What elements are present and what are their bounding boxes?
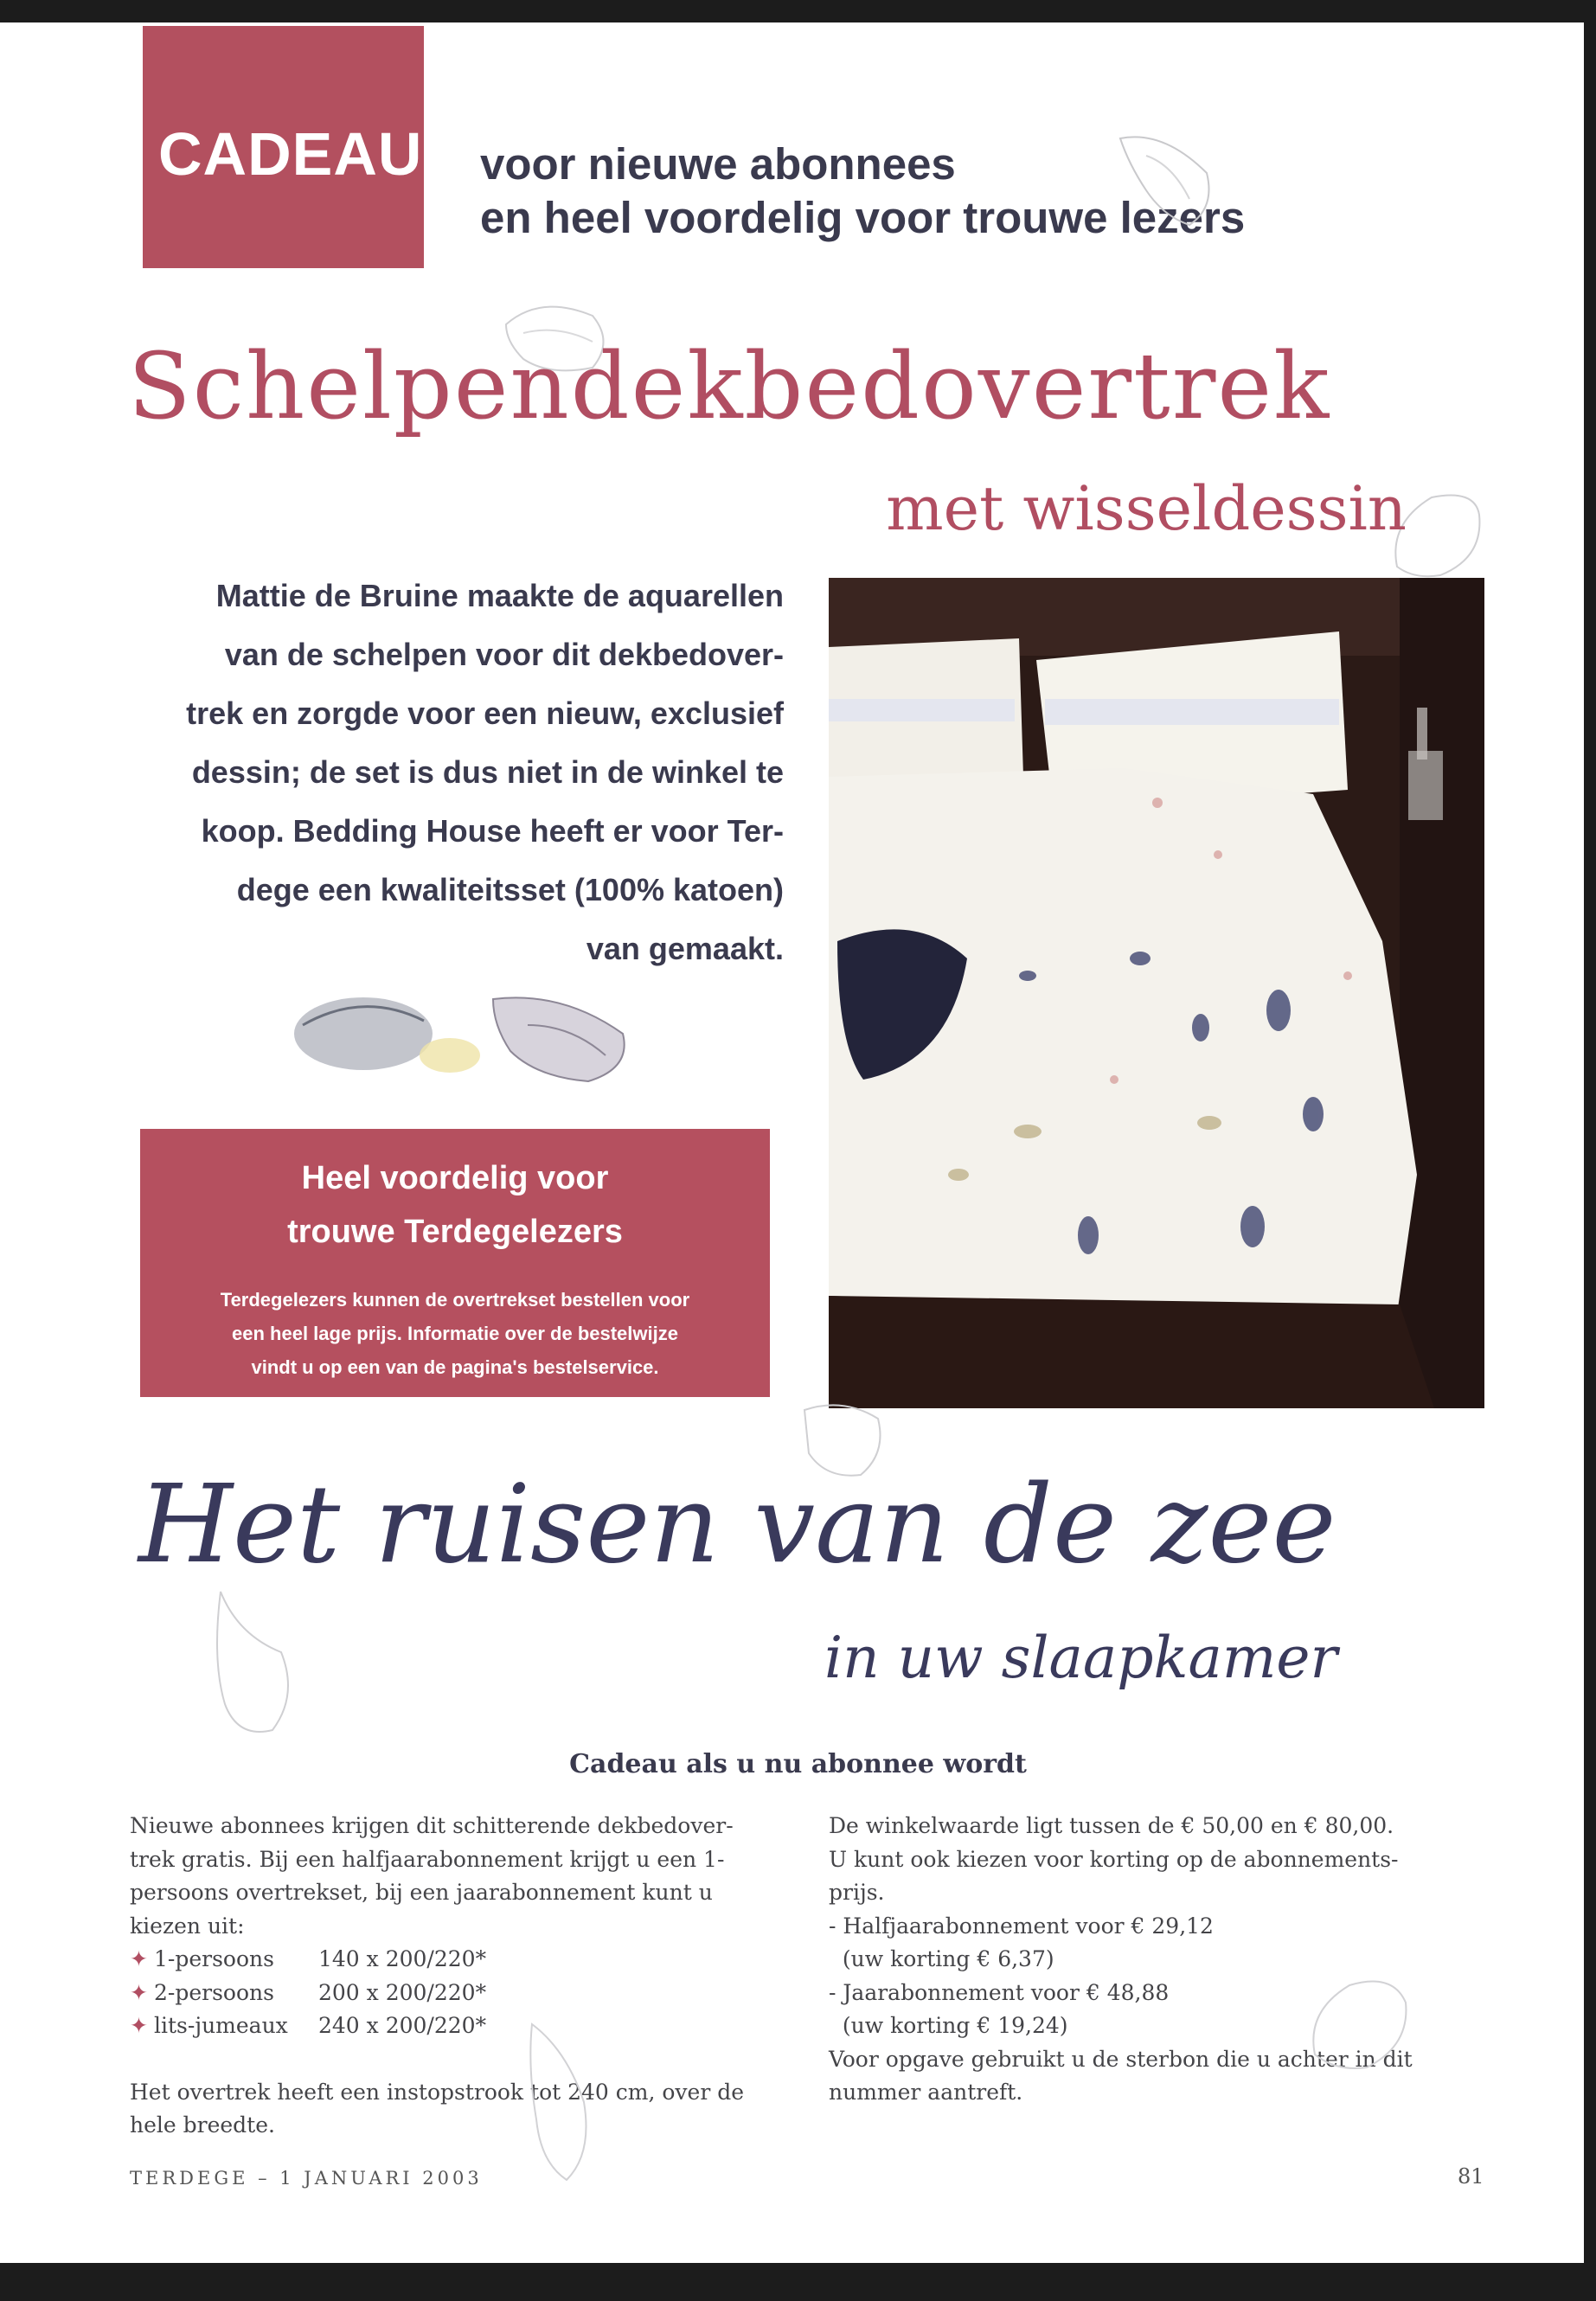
- star-bullet-icon: ✦: [130, 1946, 148, 1971]
- intro-line: van gemaakt.: [586, 931, 784, 966]
- size-dimensions: 240 x 200/220*: [318, 2013, 487, 2038]
- page-title: Schelpendekbedovertrek: [128, 333, 1331, 439]
- header-line-2: en heel voordelig voor trouwe lezers: [480, 193, 1246, 242]
- promo-body-line: Terdegelezers kunnen de overtrekset bestellen voor: [220, 1289, 690, 1311]
- star-bullet-icon: ✦: [130, 2013, 148, 2038]
- body-line: De winkelwaarde ligt tussen de € 50,00 en € 80,00.: [829, 1813, 1394, 1838]
- body-line: - Halfjaarabonnement voor € 29,12: [829, 1913, 1214, 1939]
- section-heading: Cadeau als u nu abonnee wordt: [569, 1749, 1027, 1779]
- header-line-1: voor nieuwe abonnees: [480, 139, 956, 189]
- size-dimensions: 140 x 200/220*: [318, 1946, 487, 1971]
- page-subtitle: met wisseldessin: [886, 473, 1407, 544]
- shell-illustration-icon: [515, 2016, 610, 2189]
- intro-paragraph: [130, 567, 784, 978]
- cadeau-badge-label: CADEAU: [158, 120, 423, 188]
- footer-publication: TERDEGE – 1 JANUARI 2003: [130, 2168, 483, 2189]
- scan-border-right: [1584, 0, 1596, 2301]
- shell-illustration-icon: [1112, 121, 1224, 234]
- intro-line: dege een kwaliteitsset (100% katoen): [236, 872, 784, 907]
- bed-image: [829, 578, 1484, 1408]
- intro-line: koop. Bedding House heeft er voor Ter-: [201, 813, 784, 849]
- intro-line: Mattie de Bruine maakte de aquarellen: [215, 578, 784, 613]
- shells-watercolor-icon: [277, 973, 657, 1094]
- secondary-subheadline: in uw slaapkamer: [824, 1625, 1338, 1691]
- body-line: (uw korting € 19,24): [829, 2013, 1068, 2038]
- scan-border-bottom: [0, 2263, 1596, 2301]
- secondary-headline: Het ruisen van de zee: [138, 1462, 1336, 1587]
- promo-title-line: Heel voordelig voor: [301, 1160, 609, 1196]
- body-line: U kunt ook kiezen voor korting op de abonnements-: [829, 1846, 1399, 1872]
- body-line: Het overtrek heeft een instopstrook tot 240 cm, over de: [130, 2079, 745, 2105]
- promo-body-line: vindt u op een van de pagina's bestelservice.: [251, 1356, 659, 1378]
- body-line: trek gratis. Bij een halfjaarabonnement krijgt u een 1-: [130, 1846, 725, 1872]
- promo-body: [166, 1283, 744, 1384]
- intro-line: trek en zorgde voor een nieuw, exclusief: [186, 695, 784, 731]
- size-dimensions: 200 x 200/220*: [318, 1979, 487, 2005]
- shell-illustration-icon: [1298, 1959, 1419, 2080]
- bedroom-photo: [829, 578, 1484, 1408]
- body-line: nummer aantreft.: [829, 2080, 1023, 2105]
- page-number: 81: [1458, 2164, 1484, 2189]
- body-line: kiezen uit:: [130, 1913, 245, 1939]
- body-line: prijs.: [829, 1880, 885, 1905]
- promo-box: [140, 1129, 770, 1397]
- body-line: Voor opgave gebruikt u de sterbon die u achter in dit: [829, 2046, 1413, 2072]
- body-line: - Jaarabonnement voor € 48,88: [829, 1979, 1170, 2005]
- promo-title: [140, 1151, 770, 1259]
- size-name: lits-jumeaux: [154, 2013, 288, 2038]
- promo-body-line: een heel lage prijs. Informatie over de bestelwijze: [232, 1323, 678, 1344]
- promo-title-line: trouwe Terdegelezers: [287, 1214, 623, 1250]
- intro-line: van de schelpen voor dit dekbedover-: [224, 637, 784, 672]
- intro-line: dessin; de set is dus niet in de winkel te: [191, 754, 784, 790]
- body-line: (uw korting € 6,37): [829, 1946, 1054, 1971]
- size-option: [130, 1943, 787, 1977]
- body-line: hele breedte.: [130, 2112, 275, 2138]
- size-name: 1-persoons: [154, 1946, 274, 1971]
- star-bullet-icon: ✦: [130, 1979, 148, 2005]
- size-name: 2-persoons: [154, 1979, 274, 2005]
- shell-illustration-icon: [203, 1583, 307, 1747]
- left-column: [130, 1810, 787, 2143]
- size-option: [130, 2009, 787, 2043]
- scan-border-top: [0, 0, 1596, 22]
- body-line: Nieuwe abonnees krijgen dit schitterende dekbedover-: [130, 1813, 734, 1838]
- body-line: persoons overtrekset, bij een jaarabonnement kunt u: [130, 1880, 713, 1905]
- size-option: [130, 1977, 787, 2010]
